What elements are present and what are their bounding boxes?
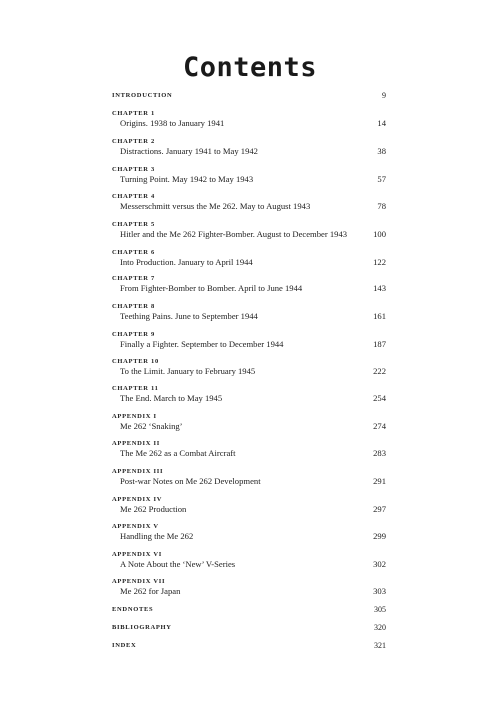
entry-title: Turning Point. May 1942 to May 1943: [120, 174, 254, 184]
entry-page-number: 320: [374, 623, 386, 632]
entry-label: CHAPTER 3: [112, 166, 155, 173]
entry-title: Teething Pains. June to September 1944: [120, 311, 258, 321]
entry-page-number: 78: [377, 201, 386, 211]
entry-title: Post-war Notes on Me 262 Development: [120, 476, 261, 486]
entry-label: CHAPTER 5: [112, 221, 155, 228]
entry-label: APPENDIX VII: [112, 578, 166, 585]
toc-entry-chapter-7[interactable]: [112, 274, 386, 294]
entry-title: Handling the Me 262: [120, 531, 194, 541]
toc-entry-chapter-2[interactable]: [112, 137, 386, 157]
toc-entry-appendix-v[interactable]: [112, 522, 386, 542]
entry-page-number: 305: [374, 605, 386, 614]
toc-entry-chapter-1[interactable]: [112, 109, 386, 129]
entry-label: APPENDIX III: [112, 468, 164, 475]
entry-page-number: 321: [374, 641, 386, 650]
toc-entry-chapter-3[interactable]: [112, 165, 386, 185]
entry-label: CHAPTER 8: [112, 303, 155, 310]
toc-entry-appendix-vii[interactable]: [112, 577, 386, 597]
entry-label: APPENDIX II: [112, 440, 160, 447]
entry-label: APPENDIX V: [112, 523, 159, 530]
toc-entry-appendix-iii[interactable]: [112, 467, 386, 487]
entry-label: INDEX: [112, 642, 137, 649]
entry-label: CHAPTER 1: [112, 110, 155, 117]
entry-label: CHAPTER 6: [112, 249, 155, 256]
entry-label: ENDNOTES: [112, 606, 154, 613]
toc-entry-chapter-5[interactable]: [112, 220, 386, 240]
toc-entry-appendix-ii[interactable]: [112, 439, 386, 459]
entry-page-number: 57: [377, 174, 386, 184]
entry-page-number: 291: [373, 476, 386, 486]
entry-page-number: 161: [373, 311, 386, 321]
entry-page-number: 122: [373, 257, 386, 267]
entry-label: APPENDIX I: [112, 413, 157, 420]
entry-label: APPENDIX IV: [112, 496, 163, 503]
entry-title: A Note About the ‘New’ V-Series: [120, 559, 236, 569]
entry-label: INTRODUCTION: [112, 92, 173, 99]
entry-page-number: 14: [377, 118, 386, 128]
entry-page-number: 297: [373, 504, 386, 514]
toc-entry-chapter-9[interactable]: [112, 330, 386, 350]
toc-entry-chapter-11[interactable]: [112, 384, 386, 404]
entry-title: Distractions. January 1941 to May 1942: [120, 146, 258, 156]
entry-page-number: 143: [373, 283, 386, 293]
entry-title: Me 262 Production: [120, 504, 187, 514]
toc-entry-appendix-iv[interactable]: [112, 495, 386, 515]
entry-title: Me 262 for Japan: [120, 586, 181, 596]
toc-entry-endnotes[interactable]: [112, 605, 386, 614]
entry-title: Messerschmitt versus the Me 262. May to August 1943: [120, 201, 311, 211]
entry-page-number: 187: [373, 339, 386, 349]
entry-label: CHAPTER 7: [112, 275, 155, 282]
entry-page-number: 274: [373, 421, 386, 431]
toc-entry-appendix-i[interactable]: [112, 412, 386, 432]
entry-label: CHAPTER 4: [112, 193, 155, 200]
toc-entry-index[interactable]: [112, 641, 386, 650]
entry-title: The Me 262 as a Combat Aircraft: [120, 448, 236, 458]
toc-entry-introduction[interactable]: [112, 91, 386, 100]
entry-label: CHAPTER 2: [112, 138, 155, 145]
entry-title: The End. March to May 1945: [120, 393, 223, 403]
entry-title: To the Limit. January to February 1945: [120, 366, 256, 376]
entry-title: From Fighter-Bomber to Bomber. April to June 1944: [120, 283, 303, 293]
entry-page-number: 283: [373, 448, 386, 458]
entry-page-number: 303: [373, 586, 386, 596]
entry-title: Hitler and the Me 262 Fighter-Bomber. August to December 1943: [120, 229, 348, 239]
entry-title: Finally a Fighter. September to December 1944: [120, 339, 284, 349]
page-title: Contents: [182, 52, 318, 83]
entry-label: APPENDIX VI: [112, 551, 163, 558]
toc-entry-chapter-6[interactable]: [112, 248, 386, 268]
entry-label: CHAPTER 11: [112, 385, 159, 392]
entry-page-number: 254: [373, 393, 386, 403]
entry-title: Into Production. January to April 1944: [120, 257, 253, 267]
entry-page-number: 100: [373, 229, 386, 239]
toc-entry-bibliography[interactable]: [112, 623, 386, 632]
entry-label: CHAPTER 9: [112, 331, 155, 338]
toc-entry-appendix-vi[interactable]: [112, 550, 386, 570]
entry-page-number: 38: [377, 146, 386, 156]
entry-title: Origins. 1938 to January 1941: [120, 118, 225, 128]
entry-label: CHAPTER 10: [112, 358, 159, 365]
entry-label: BIBLIOGRAPHY: [112, 624, 172, 631]
toc-entry-chapter-10[interactable]: [112, 357, 386, 377]
entry-page-number: 299: [373, 531, 386, 541]
toc-entry-chapter-4[interactable]: [112, 192, 386, 212]
entry-page-number: 222: [373, 366, 386, 376]
toc-entry-chapter-8[interactable]: [112, 302, 386, 322]
entry-page-number: 9: [382, 91, 386, 100]
entry-title: Me 262 ‘Snaking’: [120, 421, 183, 431]
entry-page-number: 302: [373, 559, 386, 569]
